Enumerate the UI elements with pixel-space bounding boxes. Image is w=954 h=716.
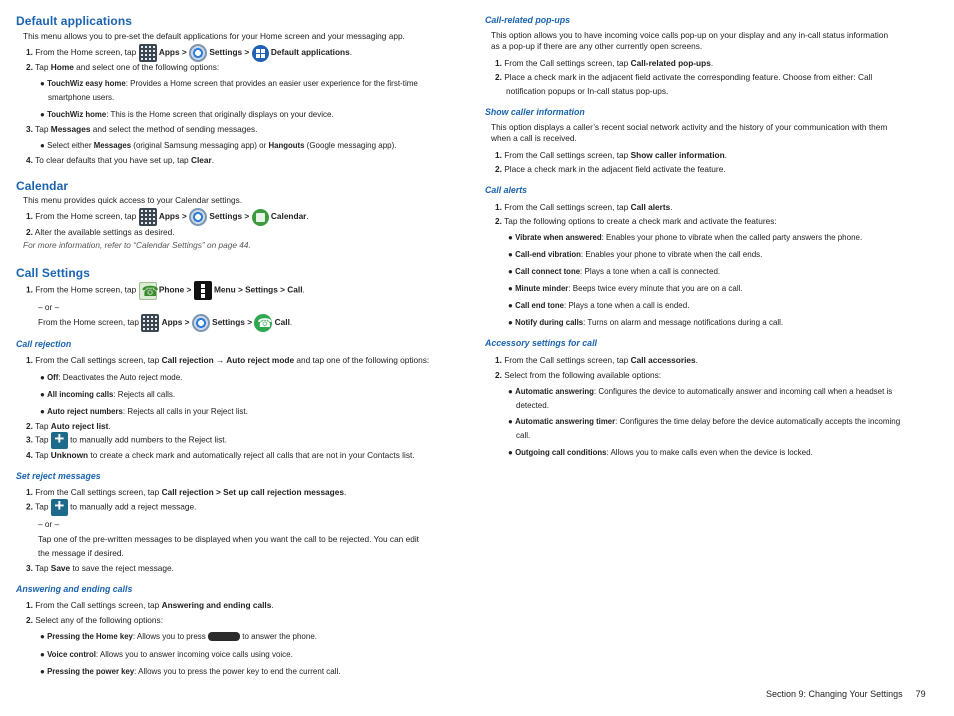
default-apps-step-2: 2. Tap Home and select one of the following options: [26, 62, 220, 72]
call-rejection-heading: Call rejection [16, 339, 72, 349]
list-item: ● Call-end vibration: Enables your phone to vibrate when the call ends. [508, 250, 763, 259]
list-item-cont: detected. [516, 401, 549, 410]
default-apps-heading: Default applications [16, 14, 133, 28]
default-apps-step-3: 3. Tap Messages and select the method of sending messages. [26, 124, 258, 134]
reject-messages-step-3: 3. Tap Save to save the reject message. [26, 563, 174, 573]
list-item: ● Outgoing call conditions: Allows you to make calls even when the device is locked. [508, 448, 813, 457]
calendar-step-1: 1. From the Home screen, tap Apps > Settings > Calendar. [26, 208, 309, 226]
list-item: ● Automatic answering: Configures the device to automatically answer and incoming call when a headset is [508, 387, 893, 396]
call-alerts-step-2: 2. Tap the following options to create a check mark and activate the features: [495, 216, 777, 226]
answering-step-2: 2. Select any of the following options: [26, 615, 163, 625]
list-item-cont: smartphone users. [48, 93, 115, 102]
list-item: ● Pressing the power key: Allows you to press the power key to end the current call. [40, 667, 341, 676]
or-separator: – or – [38, 302, 60, 312]
popups-intro-line-2: as a pop-up if there are any other currently open screens. [491, 41, 703, 51]
call-rejection-step-2: 2. Tap Auto reject list. [26, 421, 111, 431]
list-item: ● Minute minder: Beeps twice every minute that you are on a call. [508, 284, 743, 293]
call-rejection-step-4: 4. Tap Unknown to create a check mark and automatically reject all calls that are not in your Contacts list. [26, 450, 415, 460]
page-footer [766, 689, 926, 699]
caller-info-step-2: 2. Place a check mark in the adjacent field activate the feature. [495, 164, 726, 174]
menu-key-icon [194, 281, 212, 300]
apps-grid-icon [139, 44, 157, 62]
accessory-step-2: 2. Select from the following available options: [495, 370, 662, 380]
calendar-icon [252, 209, 269, 226]
list-item: ● TouchWiz home: This is the Home screen that originally displays on your device. [40, 110, 334, 119]
reject-messages-step-1: 1. From the Call settings screen, tap Call rejection > Set up call rejection messages. [26, 487, 347, 497]
call-alerts-step-1: 1. From the Call settings screen, tap Call alerts. [495, 202, 673, 212]
default-apps-step-1: 1. From the Home screen, tap Apps > Settings > Default applications. [26, 44, 352, 62]
list-item: ● TouchWiz easy home: Provides a Home screen that provides an easier user experience for the first-time [40, 79, 418, 88]
call-settings-alt: From the Home screen, tap Apps > Settings > ☎ Call. [38, 314, 292, 332]
calendar-step-2: 2. Alter the available settings as desired. [26, 227, 175, 237]
accessory-step-1: 1. From the Call settings screen, tap Call accessories. [495, 355, 698, 365]
home-key-icon [208, 632, 240, 641]
call-settings-step-1: 1. From the Home screen, tap ☎ Phone > Menu > Settings > Call. [26, 281, 305, 300]
popups-step-2-cont: notification popups or In-call status pop-ups. [506, 86, 669, 96]
call-alerts-heading: Call alerts [485, 185, 528, 195]
popups-step-2: 2. Place a check mark in the adjacent field activate the corresponding feature. Choose from either: Call [495, 72, 873, 82]
phone-icon [254, 314, 272, 332]
calendar-reference: For more information, refer to “Calendar Settings” on page 44. [23, 240, 251, 250]
list-item: ● All incoming calls: Rejects all calls. [40, 390, 176, 399]
or-separator: – or – [38, 519, 60, 529]
settings-gear-icon [192, 314, 210, 332]
apps-grid-icon [141, 314, 159, 332]
popups-heading: Call-related pop-ups [485, 15, 571, 25]
list-item: ● Off: Deactivates the Auto reject mode. [40, 373, 183, 382]
add-plus-icon [51, 432, 68, 449]
apps-grid-icon [139, 208, 157, 226]
default-apps-step-4: 4. To clear defaults that you have set up, tap Clear. [26, 155, 215, 165]
add-plus-icon [51, 499, 68, 516]
phone-icon [139, 282, 157, 300]
list-item: ● Notify during calls: Turns on alarm and message notifications during a call. [508, 318, 784, 327]
list-item: ● Call connect tone: Plays a tone when a call is connected. [508, 267, 721, 276]
list-item: ● Auto reject numbers: Rejects all calls in your Reject list. [40, 407, 248, 416]
list-item-cont: call. [516, 431, 531, 440]
call-settings-heading: Call Settings [16, 266, 90, 280]
calendar-heading: Calendar [16, 179, 69, 193]
answering-heading: Answering and ending calls [16, 584, 133, 594]
popups-intro-line-1: This option allows you to have incoming voice calls pop-up on your display and any in-call status information [491, 30, 889, 40]
default-applications-icon [252, 45, 269, 62]
page-number: 79 [915, 689, 926, 699]
caller-info-intro-line-1: This option displays a caller’s recent social network activity and the history of your communication with them [491, 122, 888, 132]
caller-info-intro-line-2: when a call is received. [491, 133, 577, 143]
list-item: ● Call end tone: Plays a tone when a call is ended. [508, 301, 690, 310]
list-item: ● Select either Messages (original Samsung messaging app) or Hangouts (Google messaging app). [40, 141, 397, 150]
reject-messages-alt-line-2: the message if desired. [38, 548, 124, 558]
caller-info-heading: Show caller information [485, 107, 585, 117]
settings-gear-icon [189, 44, 207, 62]
call-rejection-step-1: 1. From the Call settings screen, tap Call rejection → Auto reject mode and tap one of the following options: [26, 355, 430, 365]
popups-step-1: 1. From the Call settings screen, tap Call-related pop-ups. [495, 58, 714, 68]
list-item: ● Pressing the Home key: Allows you to press to answer the phone. [40, 632, 317, 641]
default-apps-intro: This menu allows you to pre-set the default applications for your Home screen and your messaging app. [23, 31, 405, 41]
settings-gear-icon [189, 208, 207, 226]
caller-info-step-1: 1. From the Call settings screen, tap Show caller information. [495, 150, 727, 160]
list-item: ● Automatic answering timer: Configures the time delay before the device automatically accepts the incoming [508, 417, 901, 426]
call-rejection-step-3: 3. Tap + to manually add numbers to the Reject list. [26, 432, 227, 449]
reject-messages-alt-line-1: Tap one of the pre-written messages to be displayed when you want the call to be rejected. You can edit [38, 534, 419, 544]
list-item: ● Vibrate when answered: Enables your phone to vibrate when the called party answers the phone. [508, 233, 863, 242]
reject-messages-heading: Set reject messages [16, 471, 101, 481]
accessory-heading: Accessory settings for call [485, 338, 597, 348]
calendar-intro: This menu provides quick access to your Calendar settings. [23, 195, 243, 205]
answering-step-1: 1. From the Call settings screen, tap Answering and ending calls. [26, 600, 274, 610]
footer-section: Section 9: Changing Your Settings [766, 689, 903, 699]
list-item: ● Voice control: Allows you to answer incoming voice calls using voice. [40, 650, 293, 659]
reject-messages-step-2: 2. Tap + to manually add a reject message. [26, 499, 196, 516]
